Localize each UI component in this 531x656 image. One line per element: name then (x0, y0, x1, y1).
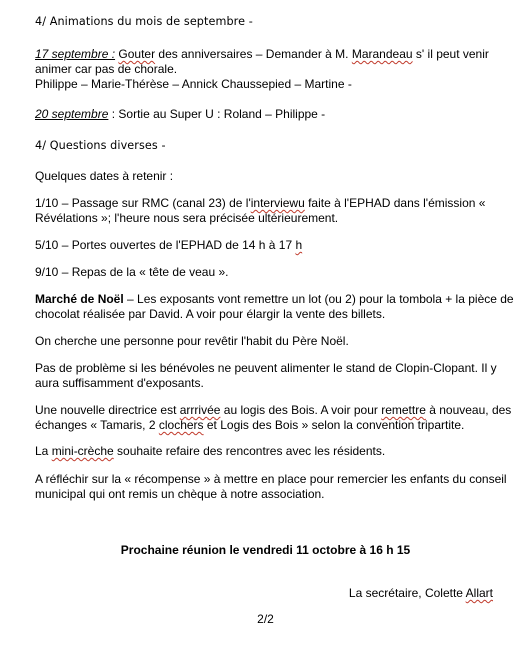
misspelled-word: interviewu (250, 196, 305, 210)
note-text: souhaite refaire des rencontres avec les résidents. (113, 444, 386, 458)
event-date: 17 septembre : (35, 47, 116, 61)
note-text: et Logis des Bois » selon la convention tripartite. (203, 418, 465, 432)
event-date: 20 septembre (35, 107, 109, 121)
section-questions-title: 4/ Questions diverses - (35, 139, 166, 152)
misspelled-word: Allart (465, 586, 493, 600)
marche-label: Marché de Noël (35, 292, 124, 306)
event-20-septembre (35, 107, 517, 122)
section-animations-title: 4/ Animations du mois de septembre - (35, 15, 253, 28)
note-text: Une nouvelle directrice est (35, 403, 180, 417)
misspelled-word: Marandeau (351, 47, 413, 61)
marche-de-noel (35, 292, 517, 322)
pere-noel-note: On cherche une personne pour revêtir l'habit du Père Noël. (35, 334, 349, 348)
date-item-rmc (35, 196, 517, 226)
misspelled-word: h (295, 238, 303, 252)
misspelled-word: clochers (158, 418, 204, 432)
marche-text: – Les exposants vont remettre un lot (ou 2) pour la tombola + la pièce de chocolat réalisée par David. A voir pour élargir la vente des billets. (35, 292, 514, 321)
event-text: s' il peut venir animer car pas de chorale. (35, 47, 489, 76)
directrice-note (35, 403, 517, 433)
event-17-septembre (35, 47, 517, 92)
event-text: : Sortie au Super U : Roland – Philippe - (108, 107, 326, 121)
recompense-note: A réfléchir sur la « récompense » à mettre en place pour remercier les enfants du conseil municipal qui ont remis un chèque à notre association. (35, 472, 507, 501)
note-text: au logis des Bois. A voir pour (220, 403, 382, 417)
misspelled-word: arrrivée (179, 403, 221, 417)
page-number: 2/2 (257, 612, 274, 626)
mini-creche-note (35, 444, 517, 459)
next-meeting: Prochaine réunion le vendredi 11 octobre à 16 h 15 (120, 543, 411, 557)
date-item-portes-ouvertes (35, 238, 517, 253)
signature (0, 586, 493, 601)
date-item-repas: 9/10 – Repas de la « tête de veau ». (35, 265, 229, 279)
item-text: faite à l'EPHAD dans l'émission « Révélations »; l'heure nous sera précisée ultérieurement. (35, 196, 486, 225)
item-text: 1/10 – Passage sur RMC (canal 23) de l' (35, 196, 251, 210)
misspelled-word: remettre (381, 403, 426, 417)
signature-text: La secrétaire, Colette (348, 586, 466, 600)
dates-intro: Quelques dates à retenir : (35, 169, 174, 183)
event-text: des anniversaires – Demander à M. (155, 47, 352, 61)
misspelled-word: Gouter (118, 47, 156, 61)
misspelled-word: mini-crèche (51, 444, 114, 458)
clopin-clopant-note: Pas de problème si les bénévoles ne peuvent alimenter le stand de Clopin-Clopant. Il y aura suffisamment d'exposants. (35, 361, 497, 390)
item-text: 5/10 – Portes ouvertes de l'EPHAD de 14 h à 17 (35, 238, 296, 252)
event-participants: Philippe – Marie-Thérèse – Annick Chaussepied – Martine - (35, 77, 352, 91)
note-text: La (35, 444, 52, 458)
note-text: à nouveau, des échanges « Tamaris, 2 (35, 403, 512, 432)
